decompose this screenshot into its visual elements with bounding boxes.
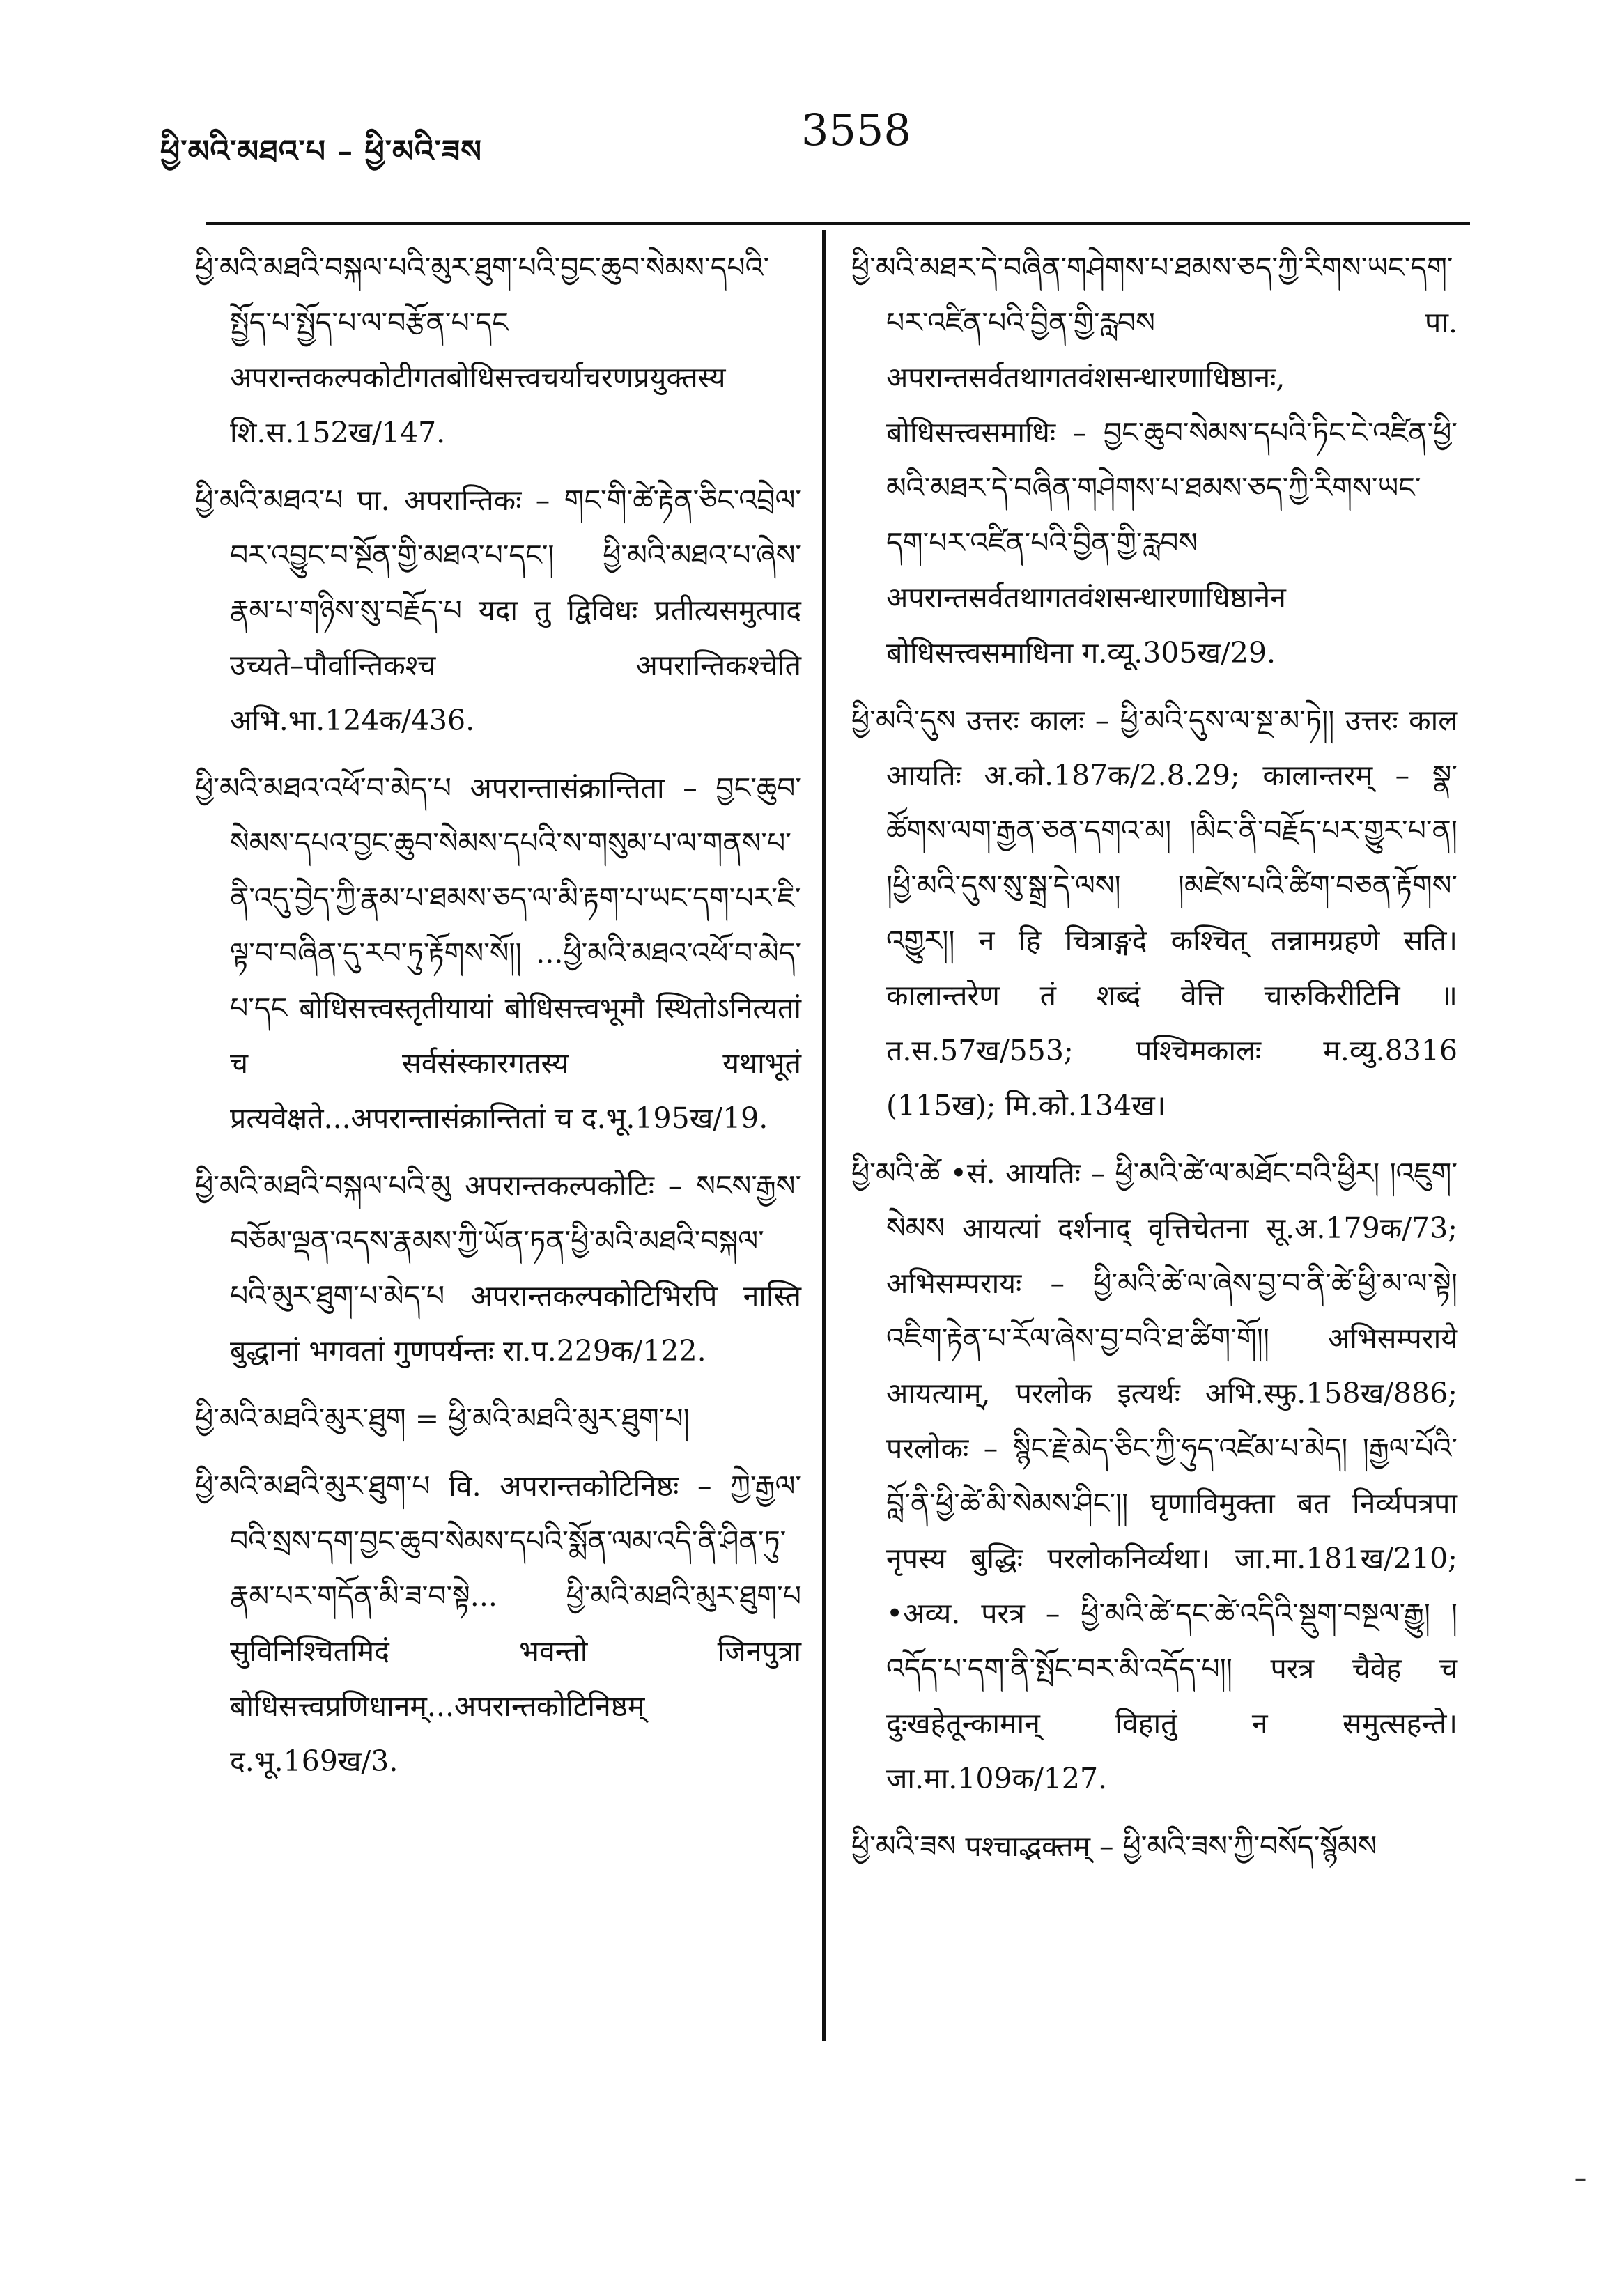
- column-divider: [822, 230, 826, 2041]
- header-rule: [206, 222, 1470, 225]
- dictionary-entry: ཕྱི་མའི་ཚེ •सं. आयतिः – ཕྱི་མའི་ཚེ་ལ་མཐོང་བའི་ཕྱིར། །འཇུག་སེམས आयत्यां दर्शनाद् वृत्तिचेतना सू.अ.179क/73; अभिसम्परायः – ཕྱི་མའི་ཚེ་ལ་ཞེས་བྱ་བ་ནི་ཚེ་ཕྱི་མ་ལ་སྟེ། འཇིག་རྟེན་པ་རོལ་ཞེས་བྱ་བའི་ཐ་ཚིག་གོ།། अभिसम्पराये आयत्याम्, परलोक इत्यर्थः अभि.स्फु.158ख/886; परलोकः – སྙིང་རྗེ་མེད་ཅིང་ཀྱི་ཧུད་འཛེམ་པ་མེད། །རྒྱལ་པོའི་བློ་ནི་ཕྱི་ཚེ་མི་སེམས་ཤིང་།། घृणाविमुक्ता बत निर्व्यपत्रपा नृपस्य बुद्धिः परलोकनिर्व्यथा। जा.मा.181ख/210; •अव्य. परत्र – ཕྱི་མའི་ཚེ་དང་ཚེ་འདིའི་སྡུག་བསྔལ་རྒྱུ། །འདོད་པ་དག་ནི་སྤོང་བར་མི་འདོད་པ།། परत्र चैवेह च दुःखहेतून्कामान् विहातुं न समुत्सहन्ते। जा.मा.109क/127.: [851, 1156, 1457, 1795]
- running-head: ཕྱི་མའི་མཐའ་པ – ཕྱི་མའི་ཟས: [160, 134, 482, 169]
- page-number: 3558: [801, 105, 911, 155]
- left-column: [195, 240, 801, 1802]
- scan-corner-mark: –: [1575, 2165, 1586, 2192]
- dictionary-entry: ཕྱི་མའི་མཐའི་མུར་ཐུག་པ वि. अपरान्तकोटिनिष्ठः – ཀྱེ་རྒྱལ་བའི་སྲས་དག་བྱང་ཆུབ་སེམས་དཔའི་སྨོན་ལམ་འདི་ནི་ཤིན་ཏུ་རྣམ་པར་གདོན་མི་ཟ་བ་སྟེ... ཕྱི་མའི་མཐའི་མུར་ཐུག་པ सुविनिश्चितमिदं भवन्तो जिनपुत्रा बोधिसत्त्वप्रणिधानम्...अपरान्तकोटिनिष्ठम् द.भू.169ख/3.: [195, 1469, 801, 1778]
- dictionary-entry: ཕྱི་མའི་མཐའི་བསྐལ་པའི་མུ अपरान्तकल्पकोटिः – སངས་རྒྱས་བཅོམ་ལྡན་འདས་རྣམས་ཀྱི་ཡོན་ཏན་ཕྱི་མའི་མཐའི་བསྐལ་པའི་མུར་ཐུག་པ་མེད་པ अपरान्तकल्पकोटिभिरपि नास्ति बुद्धानां भगवतां गुणपर्यन्तः रा.प.229क/122.: [195, 1169, 801, 1368]
- dictionary-entry: ཕྱི་མའི་མཐའི་བསྐལ་པའི་མུར་ཐུག་པའི་བྱང་ཆུབ་སེམས་དཔའི་སྤྱོད་པ་སྤྱོད་པ་ལ་བརྩོན་པ་དང अपरान्तकल्पकोटीगतबोधिसत्त्वचर्याचरणप्रयुक्तस्य शि.स.152ख/147.: [195, 251, 770, 449]
- dictionary-entry: ཕྱི་མའི་མཐའི་མུར་ཐུག = ཕྱི་མའི་མཐའི་མུར་ཐུག་པ།: [195, 1402, 690, 1435]
- right-column: [851, 240, 1457, 1887]
- dictionary-entry: ཕྱི་མའི་མཐའ་འཕོ་བ་མེད་པ अपरान्तासंक्रान्तिता – བྱང་ཆུབ་སེམས་དཔའ་བྱང་ཆུབ་སེམས་དཔའི་ས་གསུམ་པ་ལ་གནས་པ་ནི་འདུ་བྱེད་ཀྱི་རྣམ་པ་ཐམས་ཅད་ལ་མི་རྟག་པ་ཡང་དག་པར་ཇི་ལྟ་བ་བཞིན་དུ་རབ་ཏུ་རྟོགས་སོ།། ...ཕྱི་མའི་མཐའ་འཕོ་བ་མེད་པ་དང बोधिसत्त्वस्तृतीयायां बोधिसत्त्वभूमौ स्थितोऽनित्यतां च सर्वसंस्कारगतस्य यथाभूतं प्रत्यवेक्षते...अपरान्तासंक्रान्तितां च द.भू.195ख/19.: [195, 771, 801, 1135]
- dictionary-entry: ཕྱི་མའི་དུས उत्तरः कालः – ཕྱི་མའི་དུས་ལ་སྔ་མ་ཏེ།། उत्तरः काल आयतिः अ.को.187क/2.8.29; कालान्तरम् – སྣ་ཚོགས་ལག་རྒྱན་ཅན་དགའ་མ། །མིང་ནི་བརྗོད་པར་གྱུར་པ་ན། །ཕྱི་མའི་དུས་སུ་སྒྲ་དེ་ལས། །མཛེས་པའི་ཚིག་བཅན་རྟོགས་འགྱུར།། न हि चित्राङ्गदे कश्चित् तन्नामग्रहणे सति। कालान्तरेण तं शब्दं वेत्ति चारुकिरीटिनि ॥ त.स.57ख/553; पश्चिमकालः म.व्यु.8316 (115ख); मि.को.134ख।: [851, 704, 1457, 1122]
- dictionary-entry: ཕྱི་མའི་མཐའ་པ पा. अपरान्तिकः – གང་གི་ཚེ་རྟེན་ཅིང་འབྲེལ་བར་འབྱུང་བ་སྔོན་གྱི་མཐའ་པ་དང་། ཕྱི་མའི་མཐའ་པ་ཞེས་རྣམ་པ་གཉིས་སུ་བརྗོད་པ यदा तु द्विविधः प्रतीत्यसमुत्पाद उच्यते–पौर्वान्तिकश्च अपरान्तिकश्चेति अभि.भा.124क/436.: [195, 483, 801, 737]
- page-header: [160, 105, 1470, 181]
- dictionary-entry: ཕྱི་མའི་མཐར་དེ་བཞིན་གཤེགས་པ་ཐམས་ཅད་ཀྱི་རིགས་ཡང་དག་པར་འཛིན་པའི་བྱིན་གྱི་རླབས पा. अपरान्तसर्वतथागतवंशसन्धारणाधिष्ठानः, बोधिसत्त्वसमाधिः – བྱང་ཆུབ་སེམས་དཔའི་ཏིང་ངེ་འཛིན་ཕྱི་མའི་མཐར་དེ་བཞིན་གཤེགས་པ་ཐམས་ཅད་ཀྱི་རིགས་ཡང་དག་པར་འཛིན་པའི་བྱིན་གྱི་རླབས अपरान्तसर्वतथागतवंशसन्धारणाधिष्ठानेन बोधिसत्त्वसमाधिना ग.व्यू.305ख/29.: [851, 251, 1457, 670]
- dictionary-entry: ཕྱི་མའི་ཟས पश्चाद्भक्तम् – ཕྱི་མའི་ཟས་ཀྱི་བསོད་སྙོམས: [851, 1829, 1377, 1863]
